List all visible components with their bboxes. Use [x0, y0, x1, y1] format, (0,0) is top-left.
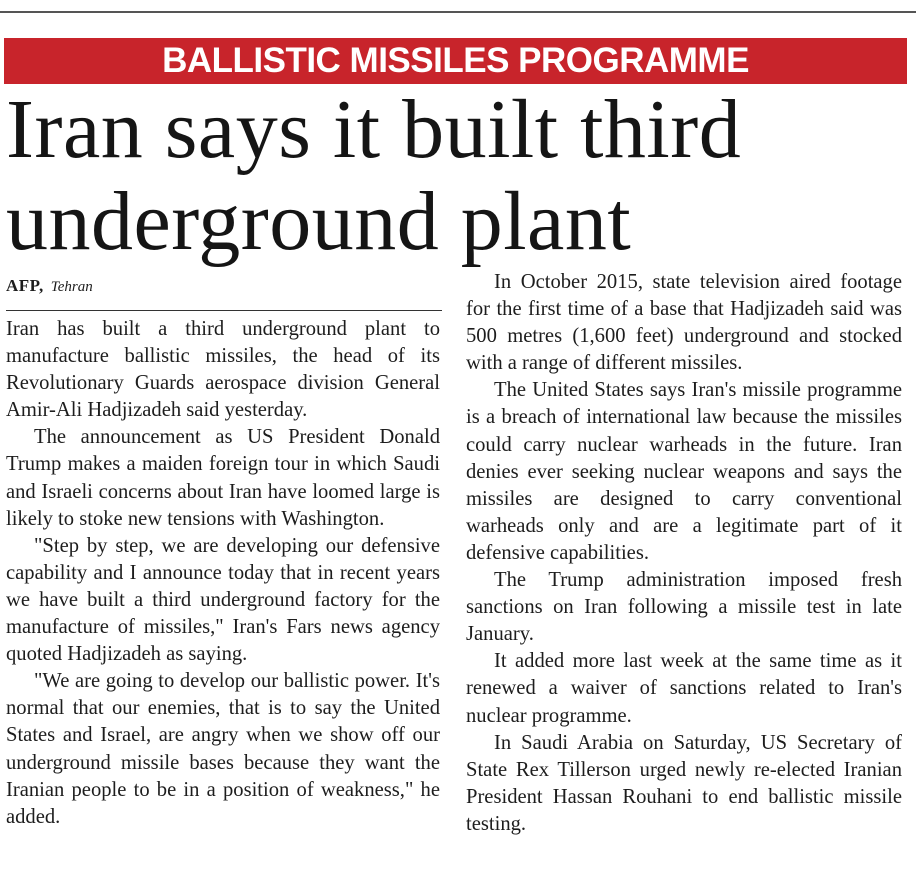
article-column-left: [6, 316, 440, 831]
paragraph: In October 2015, state television aired footage for the first time of a base that Hadjizadeh said was 500 metres (1,600 feet) underground and stocked with a range of different missiles.: [466, 271, 902, 375]
paragraph: The Trump administration imposed fresh sanctions on Iran following a missile test in late January.: [466, 569, 902, 646]
paragraph: The announcement as US President Donald Trump makes a maiden foreign tour in which Saudi and Israeli concerns about Iran have loomed large is likely to stoke new tensions with Washington.: [6, 426, 440, 530]
paragraph: "Step by step, we are developing our defensive capability and I announce today that in recent years we have built a third underground factory for the manufacture of missiles," Iran's Fars news agency quoted Hadjizadeh as saying.: [6, 534, 440, 666]
paragraph: In Saudi Arabia on Saturday, US Secretary of State Rex Tillerson urged newly re-elected Iranian President Hassan Rouhani to end ballistic missile testing.: [466, 731, 902, 835]
paragraph: Iran has built a third underground plant to manufacture ballistic missiles, the head of its Revolutionary Guards aerospace division General Amir-Ali Hadjizadeh said yesterday.: [6, 318, 440, 422]
paragraph: It added more last week at the same time as it renewed a waiver of sanctions related to Iran's nuclear programme.: [466, 650, 902, 727]
section-kicker: BALLISTIC MISSILES PROGRAMME: [4, 38, 907, 84]
byline-place: Tehran: [50, 279, 93, 295]
byline-rule: [6, 310, 442, 311]
paragraph: The United States says Iran's missile programme is a breach of international law because the missiles could carry nuclear warheads in the future. Iran denies ever seeking nuclear weapons and says the missiles are designed to carry conventional warheads only and are a legitimate part of it defensive capabilities.: [466, 379, 902, 564]
article-column-right: [466, 269, 902, 838]
byline-agency: AFP,: [6, 276, 44, 295]
top-rule: [0, 11, 916, 13]
byline: [6, 276, 93, 296]
headline: Iran says it built third underground plant: [6, 83, 742, 268]
paragraph: "We are going to develop our ballistic power. It's normal that our enemies, that is to say the United States and Israel, are angry when we show off our underground missile bases because they want the Iranian people to be in a position of weakness," he added.: [6, 670, 440, 828]
